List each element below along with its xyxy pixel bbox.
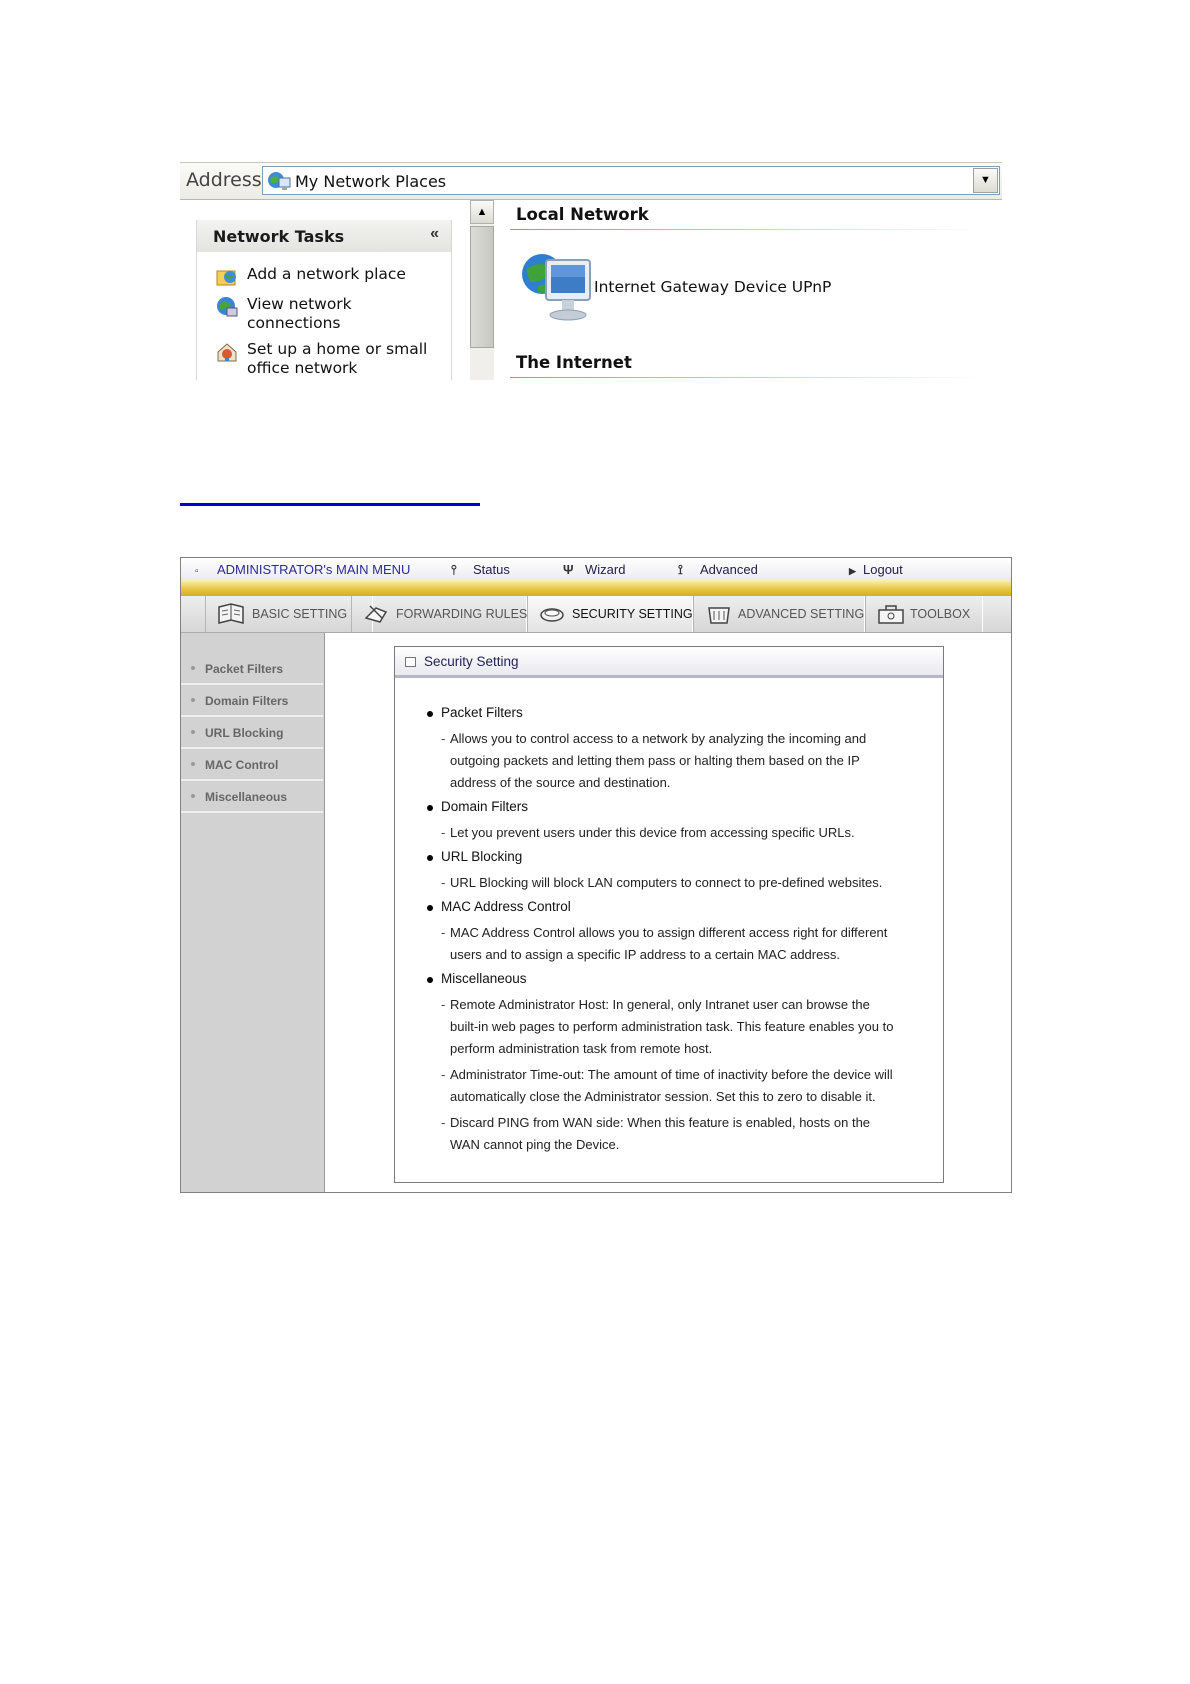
section-title: Miscellaneous <box>441 971 527 986</box>
home-network-setup-icon <box>215 340 239 364</box>
vertical-scrollbar[interactable] <box>470 200 494 380</box>
panel-square-icon <box>405 657 416 667</box>
panel-header <box>395 647 943 678</box>
bullet-icon <box>191 762 195 766</box>
desc-line: Allows you to control access to a network by analyzing the incoming and <box>450 731 867 746</box>
security-sidebar <box>181 633 325 1192</box>
network-places-pane <box>494 200 1002 380</box>
tasks-pane <box>180 200 470 380</box>
wizard-label: Wizard <box>585 562 626 577</box>
bullet-icon <box>427 805 433 811</box>
desc-line: automatically close the Administrator session. Set this to zero to disable it. <box>450 1089 876 1104</box>
section-title: MAC Address Control <box>441 899 571 914</box>
address-value: My Network Places <box>295 172 447 191</box>
collapse-icon[interactable]: « <box>430 225 439 242</box>
advanced-setting-icon <box>704 602 734 626</box>
address-field[interactable] <box>262 166 1000 195</box>
sidebar-item-miscellaneous[interactable] <box>181 783 323 813</box>
sidebar-item-label: Domain Filters <box>205 694 289 708</box>
add-network-place-icon <box>215 265 239 289</box>
panel-title: Security Setting <box>424 654 519 669</box>
desc-line: built-in web pages to perform administration task. This feature enables you to <box>450 1019 894 1034</box>
dash-icon: - <box>441 997 446 1012</box>
bullet-icon <box>427 711 433 717</box>
sidebar-item-label: Packet Filters <box>205 662 284 676</box>
scroll-thumb[interactable] <box>470 226 494 348</box>
router-admin-window <box>180 557 1012 1193</box>
status-icon: ⫯ <box>451 562 457 577</box>
desc-line: Discard PING from WAN side: When this feature is enabled, hosts on the <box>450 1115 871 1130</box>
dash-icon: - <box>441 925 446 940</box>
bullet-icon <box>427 855 433 861</box>
blue-divider-rule <box>180 503 480 506</box>
group-divider <box>510 229 980 230</box>
tab-security-setting[interactable] <box>527 596 693 632</box>
wizard-icon: Ψ <box>563 562 574 577</box>
tab-label: TOOLBOX <box>910 607 971 621</box>
desc-line: users and to assign a specific IP address to a certain MAC address. <box>450 947 840 962</box>
section-title: Domain Filters <box>441 799 529 814</box>
sidebar-item-packet-filters[interactable] <box>181 655 323 685</box>
dash-icon: - <box>441 1115 446 1130</box>
group-title-local: Local Network <box>516 205 649 224</box>
task-label: View network connections <box>247 295 352 332</box>
section-title: URL Blocking <box>441 849 523 864</box>
desc-line: outgoing packets and letting them pass or halting them based on the IP <box>450 753 860 768</box>
desc-line: MAC Address Control allows you to assign different access right for different <box>450 925 888 940</box>
group-title-internet: The Internet <box>516 353 632 372</box>
network-places-icon <box>267 170 291 192</box>
gold-banner <box>181 580 1011 596</box>
dash-icon: - <box>441 825 446 840</box>
explorer-window <box>180 162 1002 380</box>
status-label: Status <box>473 562 510 577</box>
main-tab-bar <box>181 596 1011 633</box>
task-label: Add a network place <box>247 265 406 283</box>
section-description <box>441 994 920 1060</box>
sidebar-item-label: Miscellaneous <box>205 790 288 804</box>
advanced-menu[interactable] <box>678 562 758 578</box>
sidebar-item-url-blocking[interactable] <box>181 719 323 749</box>
desc-line: perform administration task from remote host. <box>450 1041 713 1056</box>
gateway-device-label[interactable]: Internet Gateway Device UPnP <box>594 278 832 296</box>
desc-line: Remote Administrator Host: In general, only Intranet user can browse the <box>450 997 870 1012</box>
network-tasks-title: Network Tasks <box>213 227 345 246</box>
dash-icon: - <box>441 875 446 890</box>
tab-label: FORWARDING RULES <box>396 607 528 621</box>
address-label: Address <box>186 169 262 191</box>
logout-menu[interactable] <box>849 562 903 577</box>
bullet-icon <box>191 666 195 670</box>
scroll-up-icon[interactable]: ▲ <box>470 200 494 224</box>
security-setting-icon <box>538 602 568 626</box>
desc-line: WAN cannot ping the Device. <box>450 1137 620 1152</box>
admin-main-menu-label: ADMINISTRATOR's MAIN MENU <box>217 562 411 577</box>
basic-setting-icon <box>216 602 246 626</box>
sidebar-item-label: MAC Control <box>205 758 279 772</box>
section-description <box>441 1112 920 1156</box>
tab-forwarding-rules[interactable] <box>351 596 527 632</box>
network-tasks-box <box>196 220 452 380</box>
section-title: Packet Filters <box>441 705 523 720</box>
dash-icon: - <box>441 731 446 746</box>
top-menu <box>181 558 1011 580</box>
sidebar-item-label: URL Blocking <box>205 726 284 740</box>
section-description <box>441 822 920 844</box>
task-label: Set up a home or small office network <box>247 340 428 377</box>
advanced-icon: ⟟ <box>678 562 683 577</box>
desc-line: URL Blocking will block LAN computers to connect to pre-defined websites. <box>450 875 883 890</box>
sidebar-item-mac-control[interactable] <box>181 751 323 781</box>
bullet-icon <box>191 698 195 702</box>
menu-square-icon: ▫ <box>195 566 199 577</box>
section-description <box>441 922 920 966</box>
advanced-label: Advanced <box>700 562 758 577</box>
section-description <box>441 728 920 794</box>
forwarding-rules-icon <box>362 602 392 626</box>
tab-label: BASIC SETTING <box>252 607 348 621</box>
address-bar <box>180 162 1002 200</box>
desc-line: Let you prevent users under this device from accessing specific URLs. <box>450 825 855 840</box>
group-divider <box>510 377 980 378</box>
sidebar-item-domain-filters[interactable] <box>181 687 323 717</box>
section-description <box>441 872 920 894</box>
wizard-menu[interactable] <box>563 562 625 577</box>
logout-label: Logout <box>863 562 903 577</box>
gateway-device-icon[interactable] <box>520 252 596 326</box>
security-setting-panel <box>394 646 944 1183</box>
tab-label: ADVANCED SETTING <box>738 607 865 621</box>
bullet-icon <box>427 977 433 983</box>
desc-line: Administrator Time-out: The amount of time of inactivity before the device will <box>450 1067 893 1082</box>
toolbox-icon <box>876 602 906 626</box>
tab-toolbox[interactable] <box>865 596 983 632</box>
desc-line: address of the source and destination. <box>450 775 671 790</box>
section-description <box>441 1064 920 1108</box>
tab-basic-setting[interactable] <box>205 596 373 632</box>
bullet-icon <box>427 905 433 911</box>
dash-icon: - <box>441 1067 446 1082</box>
chevron-down-icon[interactable]: ▼ <box>973 168 998 193</box>
tab-advanced-setting[interactable] <box>693 596 865 632</box>
network-tasks-header[interactable] <box>197 220 451 252</box>
network-connections-icon <box>215 295 239 319</box>
bullet-icon <box>191 794 195 798</box>
bullet-icon <box>191 730 195 734</box>
status-menu[interactable] <box>451 562 510 578</box>
admin-main-menu[interactable] <box>195 562 410 577</box>
tab-label: SECURITY SETTING <box>572 607 693 621</box>
arrow-right-icon: ▶ <box>849 566 856 576</box>
